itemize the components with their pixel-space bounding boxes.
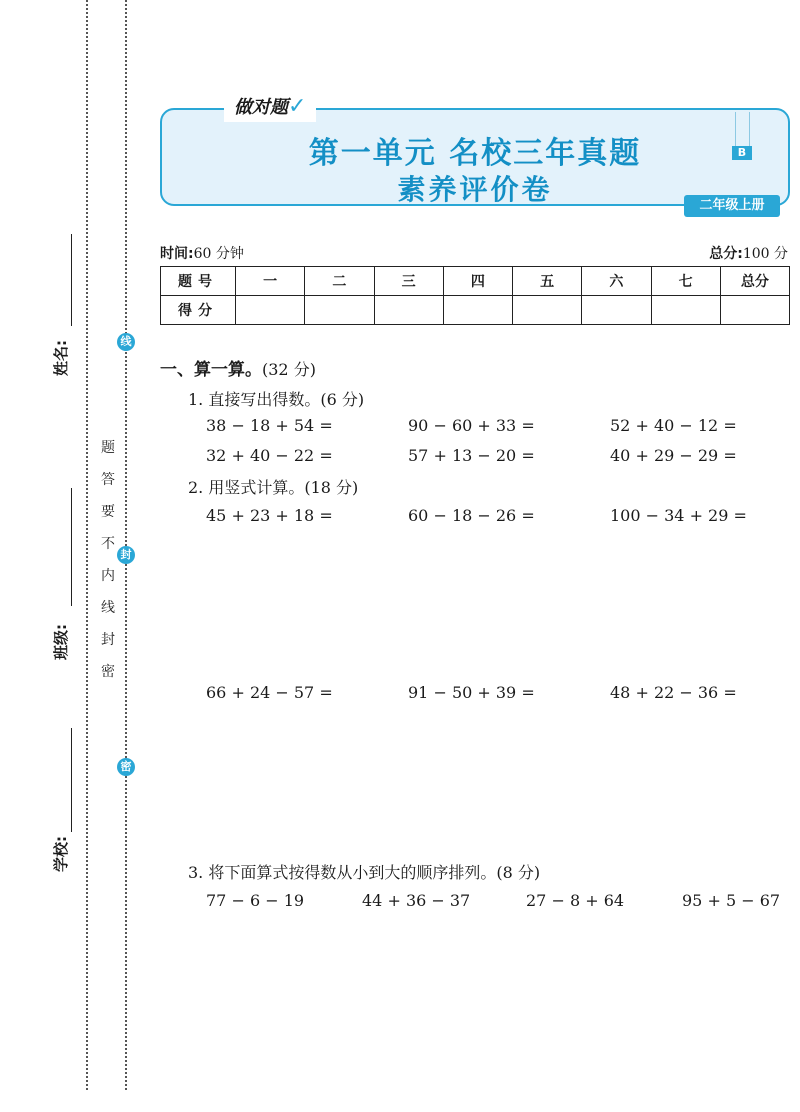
seal-line-badge: 线: [117, 333, 135, 351]
total-score-info: 总分:100 分: [709, 246, 788, 262]
section-title: 一、算一算。(32 分): [160, 360, 316, 380]
equation: 91 − 50 + 39 =: [408, 683, 535, 702]
score-header-cell: 二: [305, 267, 374, 296]
score-table: [160, 266, 790, 325]
badge-string-left: [735, 112, 736, 146]
equation: 48 + 22 − 36 =: [610, 683, 737, 702]
equation: 90 − 60 + 33 =: [408, 416, 535, 435]
score-cell[interactable]: [651, 296, 720, 325]
equation: 57 + 13 − 20 =: [408, 446, 535, 465]
equation: 45 + 23 + 18 =: [206, 506, 333, 525]
score-table-score-row: [161, 296, 790, 325]
score-cell[interactable]: [582, 296, 651, 325]
equation: 38 − 18 + 54 =: [206, 416, 333, 435]
question-3-label: 3. 将下面算式按得数从小到大的顺序排列。(8 分): [188, 863, 541, 882]
equation: 40 + 29 − 29 =: [610, 446, 737, 465]
banner-tag: 做对题✓: [224, 92, 316, 122]
score-header-cell: 一: [236, 267, 305, 296]
checkmark-icon: ✓: [288, 94, 307, 119]
page-title: 第一单元 名校三年真题: [308, 136, 642, 171]
badge-string-right: [749, 112, 750, 146]
expression: 95 + 5 − 67: [682, 891, 781, 910]
seal-seal-badge: 封: [117, 546, 135, 564]
equation: 32 + 40 − 22 =: [206, 446, 333, 465]
score-header-cell: 七: [651, 267, 720, 296]
seal-secret-badge: 密: [117, 758, 135, 776]
time-info: 时间:60 分钟: [160, 246, 244, 262]
binding-dotted-line-inner: [125, 0, 127, 1090]
class-blank-line: [71, 488, 72, 606]
score-cell[interactable]: [305, 296, 374, 325]
score-cell[interactable]: [374, 296, 443, 325]
score-cell[interactable]: [720, 296, 789, 325]
equation: 100 − 34 + 29 =: [610, 506, 747, 525]
score-cell[interactable]: [513, 296, 582, 325]
equation: 52 + 40 − 12 =: [610, 416, 737, 435]
page-subtitle: 素养评价卷: [397, 173, 553, 206]
seal-warning-text: 题 答 要 不 内 线 封 密: [101, 440, 115, 680]
expression: 44 + 36 − 37: [362, 891, 471, 910]
question-2-label: 2. 用竖式计算。(18 分): [188, 478, 359, 497]
name-blank-line: [71, 234, 72, 326]
expression: 77 − 6 − 19: [206, 891, 305, 910]
score-cell[interactable]: [443, 296, 512, 325]
score-header-cell: 三: [374, 267, 443, 296]
binding-dotted-line-outer: [86, 0, 88, 1090]
question-1-label: 1. 直接写出得数。(6 分): [188, 390, 365, 409]
score-header-cell: 六: [582, 267, 651, 296]
equation: 60 − 18 − 26 =: [408, 506, 535, 525]
row-label-question-number: 题号: [161, 267, 236, 296]
score-header-cell: 总分: [720, 267, 789, 296]
school-blank-line: [71, 728, 72, 832]
expression: 27 − 8 + 64: [526, 891, 625, 910]
row-label-score: 得分: [161, 296, 236, 325]
score-table-header-row: [161, 267, 790, 296]
score-cell[interactable]: [236, 296, 305, 325]
equation: 66 + 24 − 57 =: [206, 683, 333, 702]
score-header-cell: 四: [443, 267, 512, 296]
version-badge: B: [732, 146, 752, 160]
grade-tab: 二年级上册: [684, 195, 780, 217]
score-header-cell: 五: [513, 267, 582, 296]
